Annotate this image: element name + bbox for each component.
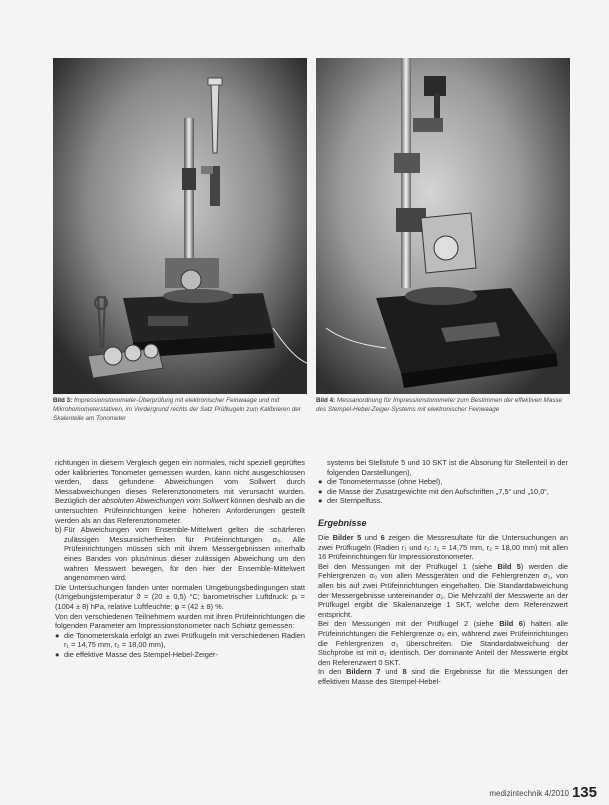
bullet-icon: ● — [55, 649, 60, 659]
paragraph: Bei den Messungen mit der Prüfkugel 1 (siehe Bild 5) werden die Fehlergrenzen σ₀ von allen Messgeräten und die Fehlergrenzen σ₁, von allen bis auf zwei Prüfeinrichtungen eingehalten. Die Standardabweichung der Messergebnisse untereinander σ₁. Die Mehrzahl der Messwerte an der Prüfkugel ergibt die Skalenanzeige 1 SKT, welche dem Referenzwert entspricht. — [318, 561, 569, 619]
paragraph: In den Bildern 7 und 8 sind die Ergebnisse für die Messungen der effektiven Masse des Stempel-Hebel- — [318, 667, 568, 686]
figure-3-photo — [53, 58, 307, 394]
list-item: ● der Stempelfuss. — [318, 496, 383, 506]
right-text-column — [318, 458, 568, 686]
journal-name: medizintechnik 4/2010 — [489, 789, 569, 798]
paragraph: Von den verschiedenen Teilnehmern wurden mit ihren Prüfeinrichtungen die folgenden Parameter am Impressionstonometer nach Schiøtz gemessen: — [55, 611, 305, 631]
list-item: b) Für Abweichungen vom Ensemble-Mittelwert gelten die schärferen zulässigen Messunsicherheiten für Prüfeinrichtungen σ₀. Alle Prüfeinrichtungen müssen sich mit ihrem Messergebnissen innerhalb eines Bandes von plus/minus dieser zulässigen Abweichung um den wahren Messwert bewegen, für den hier der Ensemble-Mittelwert angenommen wird. — [55, 525, 305, 583]
figure-4-label: Bild 4: — [316, 397, 336, 404]
figure-4-caption-text: Messanordnung für Impressionstonometer zum Bestimmen der effektiven Masse des Stempel-Hebel-Zeiger-Systems mit elektronischer Feinwaage — [316, 397, 563, 414]
list-item: ● die Tonometermasse (ohne Hebel), — [318, 477, 443, 487]
bullet-icon: ● — [318, 477, 323, 487]
paragraph: systems bei Stellstufe 5 und 10 SKT ist die Absorung für Stellenteil in der folgenden Darstellungen), — [327, 458, 568, 477]
tonometer-balance-image — [53, 58, 307, 394]
figure-ref: Bild 6 — [499, 619, 523, 629]
bullet-icon: ● — [318, 496, 323, 506]
measuring-arrangement-image — [316, 58, 570, 394]
list-marker: b) — [55, 525, 62, 535]
left-text-column — [55, 458, 305, 659]
list-item: ● die effektive Masse des Stempel-Hebel-Zeiger- — [55, 649, 218, 659]
figure-ref: Bild 5 — [497, 561, 521, 571]
figure-ref: 6 — [380, 532, 385, 542]
paragraph: Die Untersuchungen fanden unter normalen Umgebungsbedingungen statt (Umgebungstemperatur ϑ = (20 ± 0,5) °C; barometrischer Luftdruck: pₗ = (1004 ± 8) hPa, relative Luftfeuchte: φ = (42 ± 8) %. — [55, 582, 305, 611]
figure-3-label: Bild 3: — [53, 397, 73, 404]
paragraph: Die Bilder 5 und 6 zeigen die Messresultate für die Untersuchungen an zwei Prüfkugeln (Radien r₁ und r₂: r₁ = 14,75 mm, r₂ = 18,00 mm) mit allen 16 Prüfeinrichtungen für Impressionstonometer. — [318, 532, 568, 562]
figure-4-caption — [316, 396, 570, 414]
emphasis: absoluten Abweichungen vom Sollwert — [101, 496, 229, 506]
figure-3-caption-text: Impressionstonometer-Überprüfung mit elektronischer Feinwaage und mit Mikrohomometerstativen, im Vordergrund rechts der Satz Prüfkugeln zum Kalibrieren der Skalenteile am Tonometer — [53, 397, 301, 423]
figure-ref: Bilder 5 — [332, 532, 362, 542]
page-footer — [489, 784, 597, 801]
list-item: ● die Tonometerskala erfolgt an zwei Prüfkugeln mit verschiedenen Radien r₁ = 14,75 mm, r₂ = 18,00 mm), — [55, 630, 305, 650]
page-number: 135 — [571, 784, 597, 801]
figure-ref: Bildern 7 — [346, 667, 381, 677]
figure-3-caption — [53, 396, 307, 424]
bullet-icon: ● — [318, 486, 323, 496]
paragraph: richtungen in diesem Vergleich gegen ein normales, nicht speziell geprüftes oder kalibriertes Tonometer gemessen wurden, kann nicht ausgeschlossen werden, dass gefundene Abweichungen vom Sollwert durch Messabweichungen dieses Referenztonometers mit verursacht wurden. Bezüglich der absoluten Abweichungen vom Sollwert können deshalb an die untersuchten Prüfeinrichtungen keine höheren Anforderungen gestellt werden als an das Referenztonometer. — [55, 458, 305, 525]
bullet-icon: ● — [55, 630, 60, 640]
figure-4-photo — [316, 58, 570, 394]
list-item: ● die Masse der Zusatzgewichte mit den Aufschriften „7,5“ und „10,0“, — [318, 486, 549, 496]
section-heading: Ergebnisse — [318, 517, 367, 528]
figure-ref: 8 — [402, 667, 407, 677]
paragraph: Bei den Messungen mit der Prüfkugel 2 (siehe Bild 6) halten alle Prüfeinrichtungen die Fehlergrenze σ₀ ein, während zwei Prüfeinrichtungen die Fehlergrenzen σ₁ überschreiten. Die Standardabweichung der Stichprobe ist mit σ₁ identisch. Der dominante Anteil der Messwerte ergibt den Referenzwert 0 SKT. — [318, 619, 568, 667]
